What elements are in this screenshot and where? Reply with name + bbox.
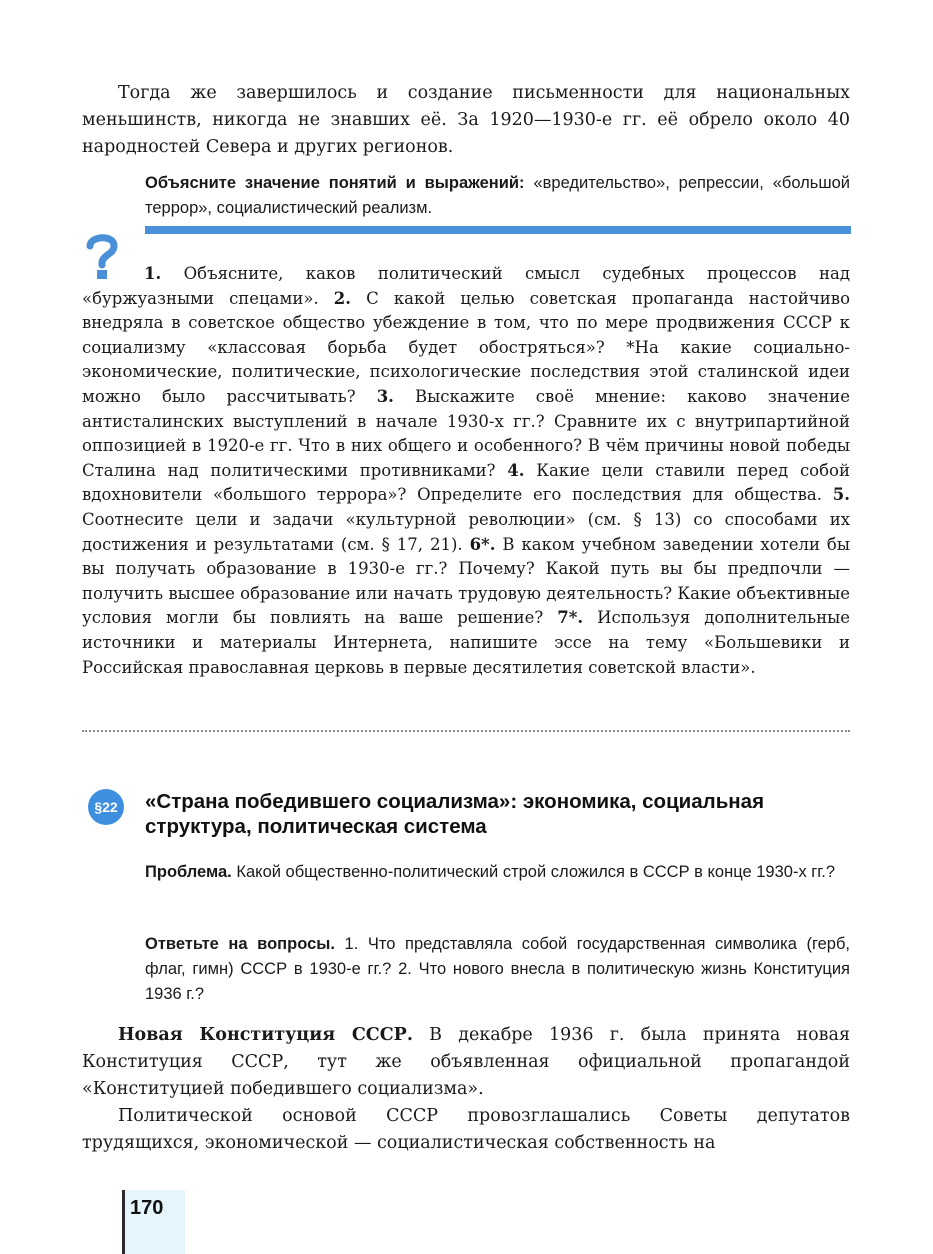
body-text: В декабре 1936 г. была принята новая Конституция СССР, тут же объявленная официальной пропагандой «Конституцией победившего социализма». xyxy=(82,1025,850,1099)
question-text: Какие цели ставили перед собой вдохновители «большого террора»? Определите его последствия для общества. xyxy=(82,460,850,505)
question-text: Выскажите своё мнение: каково значение антисталинских выступлений в начале 1930-х гг.? Сравните их с внутрипартийной оппозицией в 1920-е гг. Что в них общего и особенного? В чём причины новой победы Сталина над политическими противниками? xyxy=(82,386,851,480)
problem-block xyxy=(145,860,850,885)
page-number: 170 xyxy=(130,1197,164,1219)
answer-questions-block xyxy=(145,932,850,1007)
question-text: Объясните, каков политический смысл судебных процессов над «буржуазными спецами». xyxy=(82,264,850,308)
section-title: «Страна победившего социализма»: экономика, социальная структура, политическая система xyxy=(145,790,765,838)
body-paragraph-2: Политической основой СССР провозглашались Советы депутатов трудящихся, экономической — социалистическая собственность на xyxy=(82,1106,850,1153)
intro-paragraph: Тогда же завершилось и создание письменности для национальных меньшинств, никогда не знавших её. За 1920—1930-е гг. её обрело около 40 народностей Севера и других регионов. xyxy=(82,83,850,157)
question-number: 1. xyxy=(144,264,162,283)
question-text: В каком учебном заведении хотели бы вы получать образование в 1930-е гг.? Почему? Какой путь вы бы предпочли — получить высшее образование или начать трудовую деятельность? Какие объективные условия могли бы повлиять на ваше решение? xyxy=(82,534,851,628)
terms-block xyxy=(145,171,850,221)
question-number: 2. xyxy=(333,288,352,308)
body-heading: Новая Конституция СССР. xyxy=(118,1025,413,1045)
body-paragraph-1 xyxy=(82,1022,850,1103)
question-number: 4. xyxy=(507,460,525,480)
question-number: 6*. xyxy=(469,534,496,554)
question-text: Используя дополнительные источники и материалы Интернета, напишите эссе на тему «Большевики и Российская православная церковь в первые десятилетия советской власти». xyxy=(82,608,851,677)
question-number: 3. xyxy=(376,386,394,406)
section-divider-rule xyxy=(145,226,851,234)
problem-text: Какой общественно-политический строй сложился в СССР в конце 1930-х гг.? xyxy=(236,863,836,881)
answer-text: 1. Что представляла собой государственная символика (герб, флаг, гимн) СССР в 1930-е гг.? 2. Что нового внесла в политическую жизнь Конституция 1936 г.? xyxy=(145,935,851,1003)
terms-text: «вредительство», репрессии, «большой террор», социалистический реализм. xyxy=(145,174,850,217)
answer-label: Ответьте на вопросы. xyxy=(145,935,335,953)
question-text: С какой целью советская пропаганда настойчиво внедряла в советское общество убеждение в том, что по мере продвижения СССР к социализму «классовая борьба будет обостряться»? *На какие социально-экономические, политические, психологические последствия этой сталинской идеи можно было рассчитывать? xyxy=(82,288,851,406)
terms-label: Объясните значение понятий и выражений: xyxy=(145,174,525,192)
section-badge: §22 xyxy=(88,789,124,825)
questions-block xyxy=(82,262,850,680)
question-number: 5. xyxy=(832,485,851,505)
problem-label: Проблема. xyxy=(145,863,232,881)
question-text: Соотнесите цели и задачи «культурной революции» (см. § 13) со способами их достижения и результатами (см. § 17, 21). xyxy=(82,509,850,554)
question-number: 7*. xyxy=(557,608,584,628)
dotted-separator xyxy=(82,730,850,732)
